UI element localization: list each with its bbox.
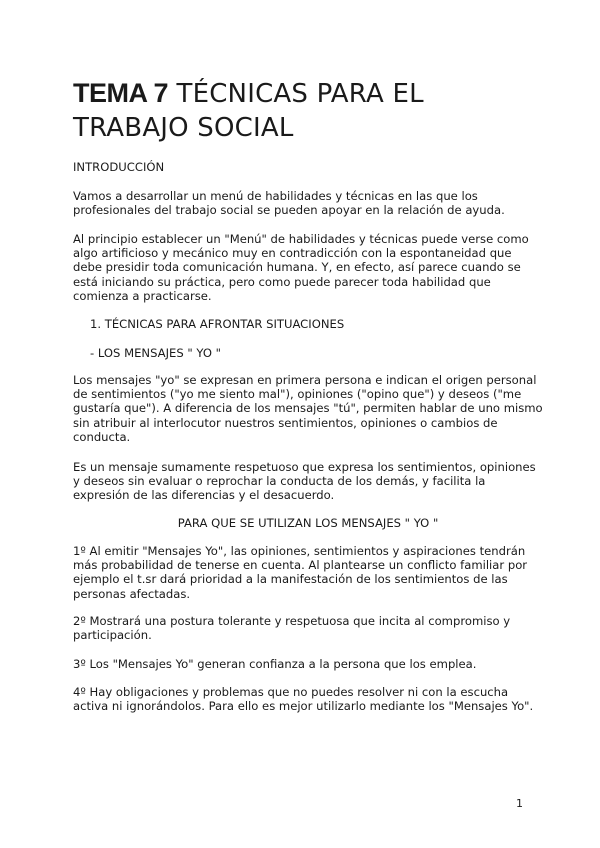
- paragraph-4: Es un mensaje sumamente respetuoso que expresa los sentimientos, opiniones y deseos sin evaluar o reprochar la conducta de los demás, y facilita la expresión de las diferencias y el desacuerdo.: [73, 460, 536, 503]
- page-number: 1: [516, 797, 523, 810]
- paragraph-3: Los mensajes "yo" se expresan en primera persona e indican el origen personal de sentimientos ("yo me siento mal"), opiniones ("opino que") y deseos ("me gustaría que"). A diferencia de los mensajes "tú", permiten hablar de uno mismo sin atribuir al interlocutor nuestros sentimientos, opiniones o cambios de conducta.: [73, 373, 543, 444]
- title-line2: TRABAJO SOCIAL: [73, 113, 294, 143]
- paragraph-8: 4º Hay obligaciones y problemas que no puedes resolver ni con la escucha activa ni ignorándolos. Para ello es mejor utilizarlo mediante los "Mensajes Yo".: [73, 685, 534, 714]
- paragraph-1: Vamos a desarrollar un menú de habilidades y técnicas en las que los profesionales del trabajo social se pueden apoyar en la relación de ayuda.: [73, 189, 505, 218]
- subheading: PARA QUE SE UTILIZAN LOS MENSAJES " YO ": [177, 516, 439, 530]
- dash-item: - LOS MENSAJES " YO ": [90, 346, 221, 360]
- paragraph-6: 2º Mostrará una postura tolerante y respetuosa que incita al compromiso y participación.: [73, 614, 511, 643]
- title-line1: TÉCNICAS PARA EL: [176, 79, 424, 109]
- title-bold: TEMA 7: [73, 78, 169, 108]
- intro-heading: INTRODUCCIÓN: [73, 160, 165, 174]
- paragraph-7: 3º Los "Mensajes Yo" generan confianza a la persona que los emplea.: [73, 657, 477, 671]
- list-item-1: 1. TÉCNICAS PARA AFRONTAR SITUACIONES: [90, 317, 345, 331]
- paragraph-2: Al principio establecer un "Menú" de habilidades y técnicas puede verse como algo artificioso y mecánico muy en contradicción con la espontaneidad que debe presidir toda comunicación humana. Y, en efecto, así parece cuando se está iniciando su práctica, pero como puede parecer toda habilidad que comienza a practicarse.: [73, 232, 529, 303]
- paragraph-5: 1º Al emitir "Mensajes Yo", las opiniones, sentimientos y aspiraciones tendrán más probabilidad de tenerse en cuenta. Al plantearse un conflicto familiar por ejemplo el t.sr dará prioridad a la manifestación de los sentimientos de las personas afectadas.: [73, 544, 528, 601]
- page-title: [73, 76, 533, 145]
